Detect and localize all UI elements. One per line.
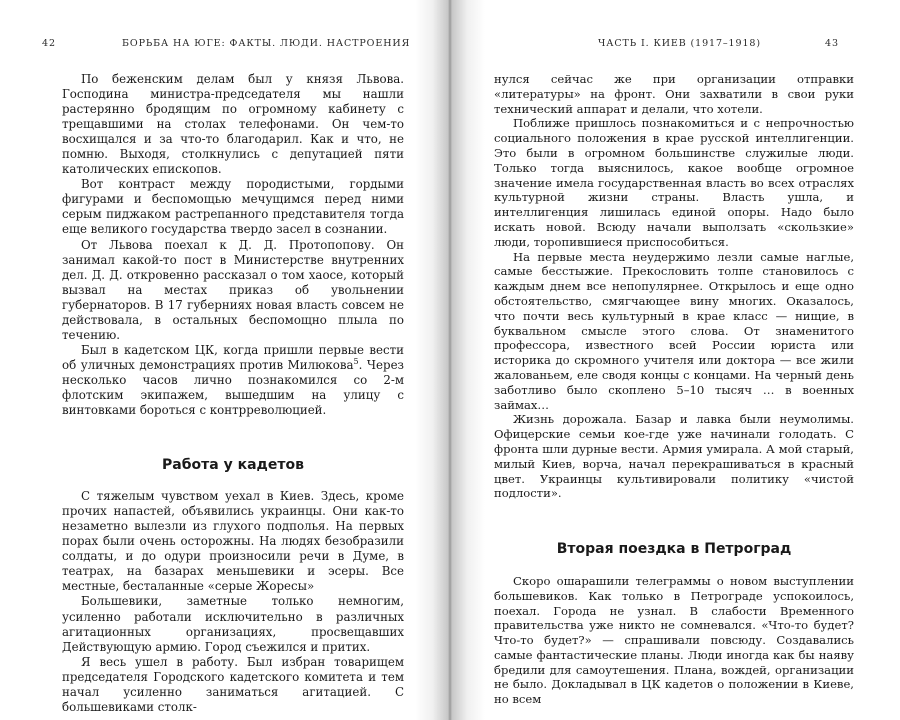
paragraph: По беженским делам был у князя Львова. Господина министра-председателя мы нашли растерянно бродящим по огромному кабинету с трещавшими на столах телефонами. Он чем-то восхищался и за что-то благодарил. Как и что, не помню. Выходя, столкнулись с депутацией пяти католических епископов. bbox=[62, 72, 404, 177]
paragraph: Скоро ошарашили телеграммы о новом выступлении большевиков. Как только в Петрограде успокоилось, поехал. Города не узнал. В слабости Временного правительства уже никто не сомневался. «Что-то будет? Что-то будет?» — спрашивали повсюду. Создавались самые фантастические планы. Люди иногда как бы наяву бредили для самоутешения. Плана, вождей, организации не было. Докладывал в ЦК кадетов о положении в Киеве, но всем bbox=[494, 573, 854, 707]
footnote-marker: 5 bbox=[353, 356, 359, 366]
paragraph-text: Был в кадетском ЦК, когда пришли первые вести об уличных демонстрациях против Милюкова bbox=[62, 342, 404, 372]
paragraph: С тяжелым чувством уехал в Киев. Здесь, кроме прочих напастей, объявились украинцы. Они как-то незаметно вылезли из глухого подполья. На первых порах были очень осторожны. На людях безобразили солдаты, и до одури произносили речи в Думе, в театрах, на базарах меньшевики и эсеры. Все местные, бесталанные «серые Жоресы» bbox=[62, 489, 404, 594]
paragraph: нулся сейчас же при организации отправки «литературы» на фронт. Они захватили в свои руки технический аппарат и делали, что хотели. bbox=[494, 72, 854, 116]
paragraph: Я весь ушел в работу. Был избран товарищем председателя Городского кадетского комитета и тем начал усиленно заниматься агитацией. С большевиками столк- bbox=[62, 654, 404, 714]
paragraph: Поближе пришлось познакомиться и с непрочностью социального положения в крае русской интеллигенции. Это были в огромном большинстве служилые люди. Только тогда выяснилось, какое вообще огромное значение имела государственная власть во всех отраслях культурной жизни страны. Власть ушла, и интеллигенция лишилась единой опоры. Надо было искать новой. Всюду начали выползать «скользкие» люди, торопившиеся приспособиться. bbox=[494, 116, 854, 249]
page-number: 43 bbox=[825, 38, 839, 49]
running-head: БОРЬБА НА ЮГЕ: ФАКТЫ. ЛЮДИ. НАСТРОЕНИЯ bbox=[122, 38, 411, 49]
paragraph: Вот контраст между породистыми, гордыми фигурами и беспомощью мечущимся перед ними серым пиджаком растрепанного представителя тогда еще великого государства твердо засел в сознании. bbox=[62, 177, 404, 237]
paragraph bbox=[62, 343, 404, 418]
right-page bbox=[450, 0, 900, 720]
paragraph: Большевики, заметные только немногим, усиленно работали исключительно в различных агитационных организациях, просвещавших Действующую армию. Город съежился и притих. bbox=[62, 594, 404, 654]
paragraph: Жизнь дорожала. Базар и лавка были неумолимы. Офицерские семьи кое-где уже начинали голодать. С фронта шли дурные вести. Армия умирала. А мой старый, милый Киев, ворча, начал перекрашиваться в красный цвет. Украинцы культивировали политику «чистой подлости». bbox=[494, 412, 854, 501]
paragraph-text: . Через несколько часов лично познакомился со 2-м флотским экипажем, вышедшим на улицу с винтовками бороться с контрреволюцией. bbox=[62, 357, 404, 418]
section-heading: Работа у кадетов bbox=[162, 457, 304, 474]
paragraph: На первые места неудержимо лезли самые наглые, самые бесстыжие. Прекословить толпе становилось с каждым днем все непопулярнее. Открылось и еще одно обстоятельство, смягчающее вину многих. Оказалось, что почти весь культурный в крае класс — нищие, в буквальном смысле этого слова. От знаменитого профессора, известного всей России юриста или историка до скромного учителя или доктора — все жили жалованьем, еле сводя концы с концами. На черный день заботливо было скоплено 5–10 тысяч … в военных займах… bbox=[494, 249, 854, 412]
running-head: ЧАСТЬ I. КИЕВ (1917–1918) bbox=[598, 38, 761, 49]
page-number: 42 bbox=[42, 38, 56, 49]
page-body bbox=[494, 72, 854, 707]
paragraph: От Львова поехал к Д. Д. Протопопову. Он занимал какой-то пост в Министерстве внутренних дел. Д. Д. откровенно рассказал о том хаосе, который вызвал на местах приказ об увольнении губернаторов. В 17 губерниях новая власть совсем не действовала, в остальных беспомощно плыла по течению. bbox=[62, 237, 404, 342]
section-heading: Вторая поездка в Петроград bbox=[556, 541, 792, 558]
page-body bbox=[62, 72, 404, 715]
